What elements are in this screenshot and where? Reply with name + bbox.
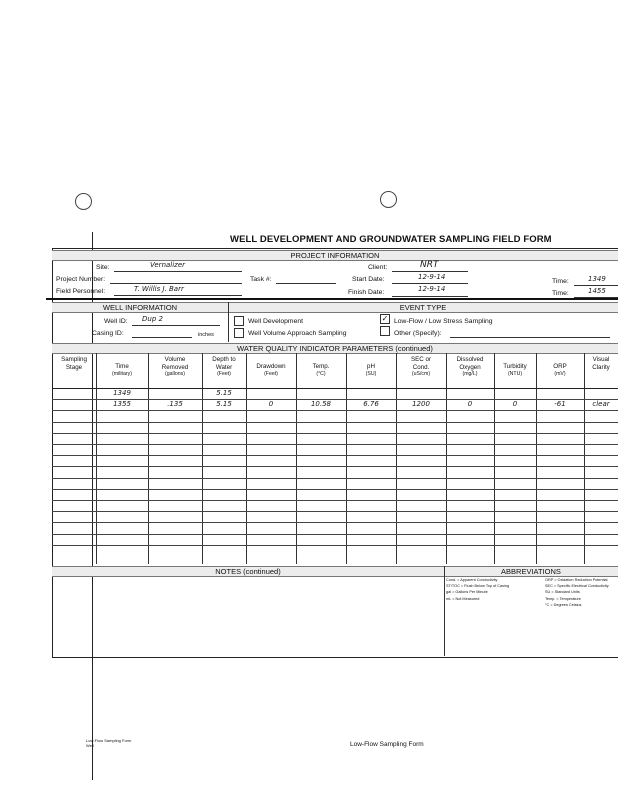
abbreviation-entry: ST/TOC = Flush Below Top of Casing: [446, 584, 510, 589]
table-column-line: [346, 353, 347, 564]
abbreviation-entry: °C = Degrees Celsius: [545, 602, 582, 607]
finish-time-label: Time:: [552, 290, 569, 297]
column-header: [296, 356, 346, 377]
project-number-label: Project Number:: [56, 276, 106, 283]
column-header: [494, 356, 536, 377]
table-row-line: [52, 500, 618, 501]
abbreviation-entry: ORP = Oxidation Reduction Potential: [545, 578, 608, 582]
column-header: [446, 356, 494, 377]
site-value: Vernalizer: [150, 261, 186, 269]
table-row-line: [52, 466, 618, 467]
column-header-text: ORP: [553, 363, 567, 370]
column-header-text: Volume: [164, 356, 186, 363]
finish-date-value: 12-9-14: [418, 285, 446, 293]
well-development-checkbox[interactable]: [234, 316, 244, 326]
start-date-label: Start Date:: [352, 276, 385, 283]
finish-time-value: 1455: [588, 287, 606, 295]
column-header-text: Oxygen: [459, 363, 481, 371]
column-header: [536, 356, 584, 377]
casing-id-unit: inches: [198, 332, 214, 338]
column-header-text: Removed: [161, 363, 189, 371]
column-header: [148, 356, 202, 377]
table-row-line: [52, 511, 618, 512]
table-row-line: [52, 489, 618, 490]
abbreviation-entry: SEC = Specific Electrical Conductivity: [545, 584, 609, 589]
casing-id-label: Casing ID:: [92, 330, 124, 337]
column-header-text: SEC or: [411, 356, 431, 363]
column-header-text: Clarity: [592, 363, 610, 371]
well-id-value: Dup 2: [142, 315, 163, 323]
table-column-line: [536, 353, 537, 564]
footer-left-line1: Low-Flow Sampling Form: [86, 738, 132, 743]
column-header-text: Sampling: [61, 356, 87, 363]
table-cell[interactable]: 1200: [412, 400, 430, 409]
table-column-line: [446, 353, 447, 564]
low-flow-sampling-label: Low-Flow / Low Stress Sampling: [394, 318, 493, 325]
column-header-text: Dissolved: [456, 356, 484, 363]
column-header-text: pH: [367, 363, 375, 370]
table-cell[interactable]: 0: [467, 400, 473, 409]
table-column-line: [584, 353, 585, 564]
column-header-text: Turbidity: [503, 363, 527, 370]
table-column-line: [202, 353, 203, 564]
start-date-value: 12-9-14: [418, 273, 446, 281]
client-value: NRT: [420, 260, 439, 270]
well-volume-sampling-label: Well Volume Approach Sampling: [248, 330, 347, 337]
well-information-header: WELL INFORMATION: [52, 302, 228, 313]
field-personnel-value: T. Willis J. Barr: [134, 285, 184, 293]
column-header: [584, 356, 618, 371]
abbreviation-entry: Cond. = Apparent Conductivity: [446, 578, 498, 582]
other-event-checkbox[interactable]: [380, 326, 390, 336]
column-header-text: Water: [215, 363, 233, 371]
table-row-line: [52, 410, 618, 411]
table-row-line: [52, 534, 618, 535]
table-row-line: [52, 422, 618, 423]
well-id-label: Well ID:: [104, 318, 128, 325]
casing-id-field[interactable]: [132, 328, 192, 338]
table-cell[interactable]: 0: [268, 400, 274, 409]
table-cell[interactable]: .135: [167, 400, 183, 409]
table-row-line: [52, 522, 618, 523]
table-column-line: [494, 353, 495, 564]
punch-hole-right: [380, 191, 397, 208]
column-header-text: Visual: [592, 356, 610, 363]
table-cell[interactable]: 5.15: [216, 400, 232, 409]
table-row-line: [52, 545, 618, 546]
abbreviation-entry: mL = Not Measured: [446, 596, 480, 601]
well-development-label: Well Development: [248, 318, 304, 325]
task-field[interactable]: [276, 274, 336, 284]
water-quality-header: WATER QUALITY INDICATOR PARAMETERS (continued): [52, 343, 618, 354]
table-column-line: [396, 353, 397, 564]
project-number-field[interactable]: [110, 274, 242, 284]
abbreviation-entry: Temp. = Temperature: [545, 596, 581, 601]
column-header-text: Depth to: [212, 356, 236, 363]
table-cell[interactable]: 1355: [113, 400, 131, 409]
abbreviation-entry: gal = Gallons Per Minute: [446, 590, 488, 595]
column-unit: (mg/L): [462, 371, 478, 378]
abbreviations-left-list: [446, 577, 509, 602]
column-header: [346, 356, 396, 377]
table-row-line: [52, 433, 618, 434]
table-row-line: [52, 478, 618, 479]
client-label: Client:: [368, 264, 388, 271]
column-header-text: Time: [115, 363, 129, 370]
start-time-label: Time:: [552, 278, 569, 285]
other-event-field[interactable]: [450, 328, 610, 338]
table-column-line: [246, 353, 247, 564]
table-cell[interactable]: clear: [592, 400, 610, 409]
abbreviations-right-list: [545, 577, 609, 608]
column-unit: (gallons): [165, 371, 185, 378]
column-header-text: Cond.: [412, 363, 430, 371]
column-header: [52, 356, 96, 371]
site-label: Site:: [96, 264, 110, 271]
footer-left-line2: Well: [86, 743, 94, 748]
column-header-text: Drawdown: [256, 363, 286, 370]
column-unit: (uS/cm): [411, 371, 431, 378]
notes-area[interactable]: [53, 577, 443, 655]
well-volume-sampling-checkbox[interactable]: [234, 328, 244, 338]
punch-hole-left: [75, 193, 92, 210]
low-flow-sampling-checkbox[interactable]: ✓: [381, 314, 389, 323]
column-unit: (military): [112, 370, 132, 377]
abbreviations-header: ABBREVIATIONS: [444, 566, 618, 577]
column-header: [246, 356, 296, 377]
well-event-divider: [228, 302, 229, 342]
column-unit: (NTU): [507, 370, 523, 377]
abbreviation-entry: SU = Standard Units: [545, 590, 580, 595]
field-personnel-label: Field Personnel:: [56, 288, 106, 295]
table-column-line: [96, 353, 97, 564]
column-header-text: Stage: [65, 363, 83, 371]
table-cell[interactable]: 0: [512, 400, 518, 409]
table-cell[interactable]: 10.58: [310, 400, 332, 409]
section-divider: [46, 298, 618, 300]
project-information-header: PROJECT INFORMATION: [52, 250, 618, 261]
column-unit: (mV): [554, 370, 566, 377]
table-cell[interactable]: -61: [554, 400, 566, 409]
footer-left: [86, 738, 131, 748]
form-title: WELL DEVELOPMENT AND GROUNDWATER SAMPLING FIELD FORM: [230, 234, 552, 245]
table-cell[interactable]: 1349: [113, 389, 131, 397]
table-cell[interactable]: 6.76: [363, 400, 379, 409]
table-cell[interactable]: 5.15: [216, 389, 232, 397]
notes-header: NOTES (continued): [52, 566, 444, 577]
table-column-line: [148, 353, 149, 564]
other-event-label: Other (Specify):: [394, 330, 442, 337]
column-header: [96, 356, 148, 377]
start-time-value: 1349: [588, 275, 606, 283]
column-unit: (Feet): [264, 370, 278, 377]
task-label: Task #:: [250, 276, 272, 283]
column-unit: (°C): [316, 370, 326, 377]
column-header-text: Temp.: [312, 363, 330, 370]
table-column-line: [296, 353, 297, 564]
footer-center: Low-Flow Sampling Form: [350, 741, 424, 748]
event-type-header: EVENT TYPE: [228, 302, 618, 313]
column-unit: (Feet): [217, 371, 231, 378]
column-header: [202, 356, 246, 377]
notes-divider: [444, 566, 445, 656]
column-header: [396, 356, 446, 377]
table-row-line: [52, 455, 618, 456]
column-unit: (SU): [365, 370, 377, 377]
finish-date-label: Finish Date:: [348, 289, 385, 296]
table-row-line: [52, 444, 618, 445]
